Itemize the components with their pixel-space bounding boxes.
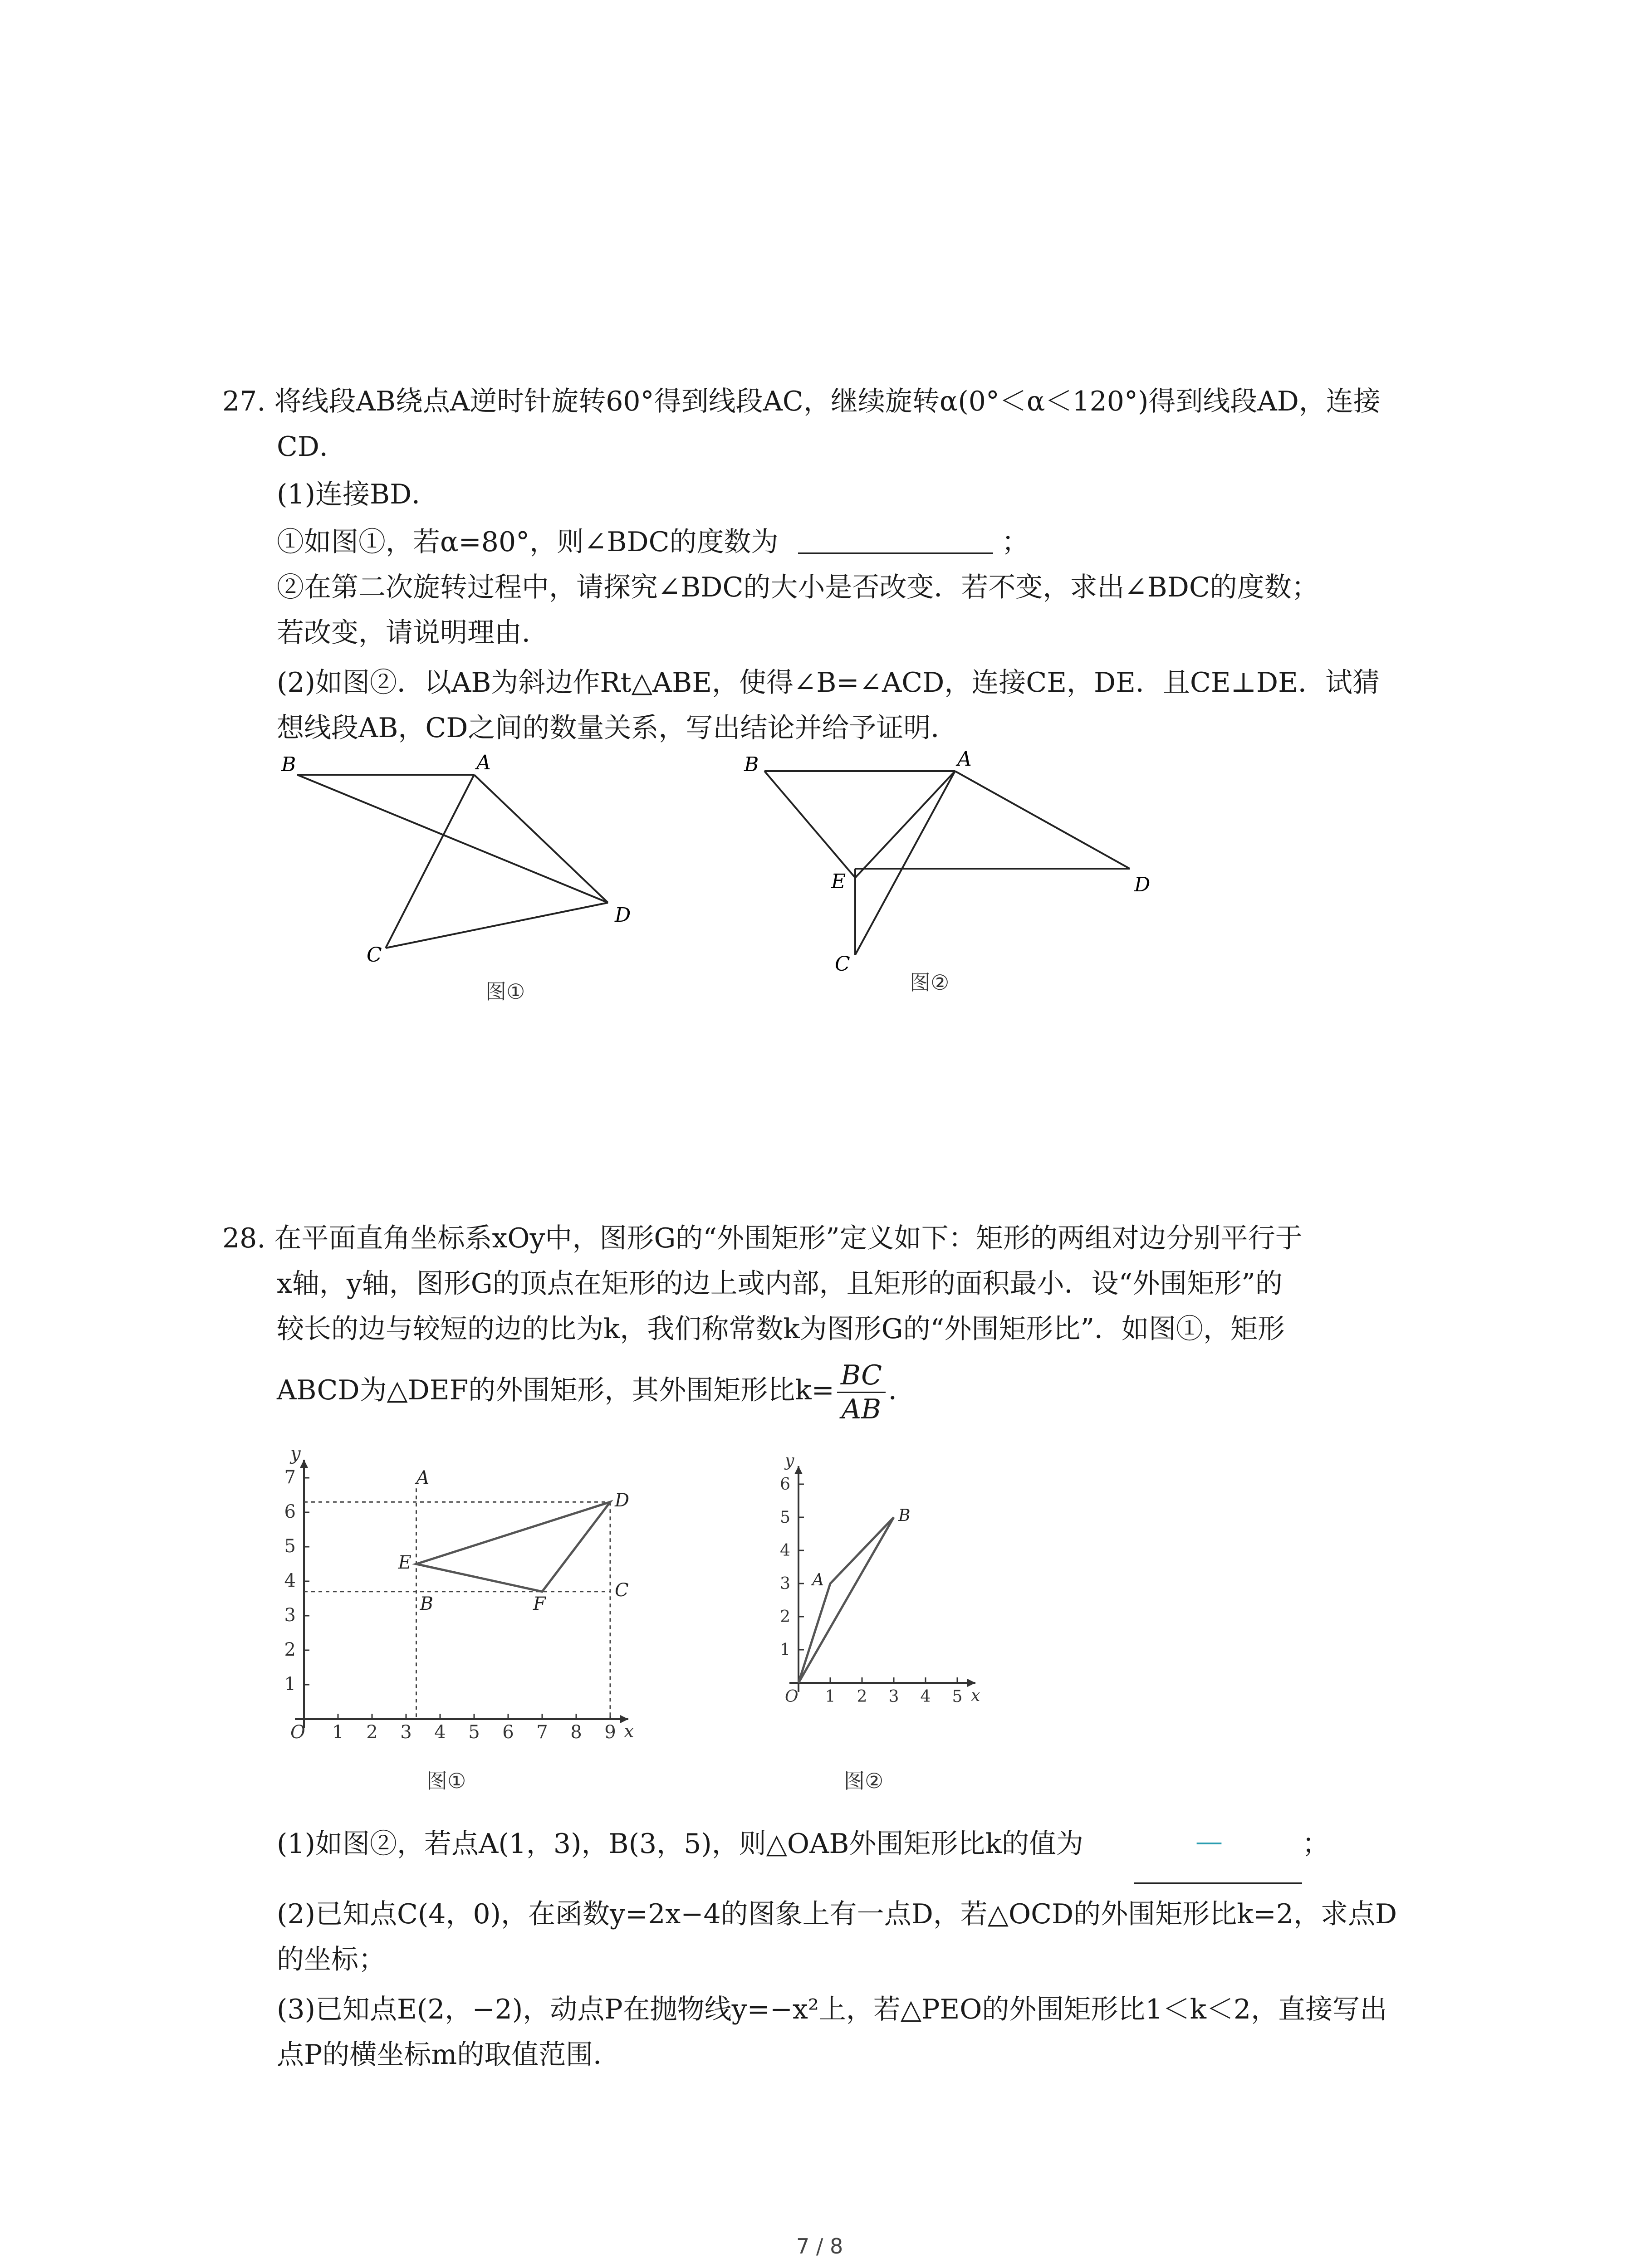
- y-tick-label: 6: [780, 1475, 790, 1494]
- q27-line-7: (2)如图②．以AB为斜边作Rt△ABE，使得∠B=∠ACD，连接CE，DE．且CE⊥DE．试猜: [277, 667, 1380, 699]
- origin-label: O: [290, 1722, 305, 1743]
- q27-figure-1-caption: 图①: [485, 979, 525, 1004]
- label-A: A: [957, 748, 972, 771]
- q28-part1: [277, 1826, 1083, 1862]
- x-tick-label: 9: [604, 1722, 616, 1743]
- segment-BD: [297, 775, 608, 903]
- label-F: F: [533, 1593, 546, 1614]
- triangle-DEF: [416, 1502, 611, 1592]
- q27-part1-question: ①如图①，若α=80°，则∠BDC的度数为: [277, 526, 779, 558]
- label-A: A: [476, 753, 491, 774]
- q27-line-4: [277, 524, 1029, 560]
- label-B: B: [420, 1593, 433, 1614]
- x-tick-label: 3: [400, 1722, 412, 1743]
- x-axis-arrow: [967, 1679, 975, 1687]
- q27-line-8: 想线段AB，CD之间的数量关系，写出结论并给予证明．: [277, 712, 958, 744]
- q28-part2-line-1: (2)已知点C(4，0)，在函数y=2x−4的图象上有一点D，若△OCD的外围矩形比k=2，求点D: [277, 1898, 1397, 1930]
- x-tick-label: 1: [825, 1687, 836, 1706]
- y-tick-label: 4: [780, 1541, 790, 1560]
- label-A: A: [812, 1571, 824, 1589]
- q27-line-6: 若改变，请说明理由．: [277, 617, 549, 649]
- q28-part3-line-1: (3)已知点E(2，−2)，动点P在抛物线y=−x²上，若△PEO的外围矩形比1＜k＜2，直接写出: [277, 1994, 1387, 2025]
- origin-label: O: [785, 1687, 798, 1706]
- segment-AC: [386, 775, 474, 948]
- x-tick-label: 8: [570, 1722, 582, 1743]
- label-A: A: [416, 1467, 430, 1489]
- y-axis-arrow: [794, 1466, 803, 1474]
- q28-part1-text: (1)如图②，若点A(1，3)，B(3，5)，则△OAB外围矩形比k的值为: [277, 1828, 1083, 1860]
- y-axis-label: y: [785, 1452, 794, 1470]
- label-C: C: [835, 953, 850, 976]
- label-D: D: [615, 1490, 630, 1511]
- q27-line-3: (1)连接BD．: [277, 479, 439, 510]
- q28-line4-end: ．: [888, 1374, 916, 1406]
- x-tick-label: 4: [434, 1722, 446, 1743]
- y-tick-label: 2: [284, 1639, 296, 1660]
- y-tick-label: 3: [284, 1605, 296, 1626]
- label-B: B: [898, 1506, 911, 1525]
- x-tick-label: 4: [920, 1687, 931, 1706]
- y-tick-label: 1: [780, 1641, 790, 1659]
- answer-dash: —: [1195, 1826, 1223, 1857]
- q28-part3-line-2: 点P的横坐标m的取值范围．: [277, 2039, 621, 2071]
- x-tick-label: 1: [332, 1722, 344, 1743]
- segment-AD: [955, 771, 1130, 869]
- x-tick-label: 5: [468, 1722, 480, 1743]
- q28-figure-1-caption: 图①: [426, 1769, 466, 1793]
- fraction-numerator: BC: [837, 1359, 886, 1393]
- q27-figure-2: [726, 744, 1171, 989]
- x-tick-label: 7: [536, 1722, 548, 1743]
- answer-blank-line: [1134, 1882, 1302, 1884]
- x-tick-label: 2: [857, 1687, 867, 1706]
- page-number: 7 / 8: [796, 2234, 843, 2258]
- q28-part1-end: ；: [1302, 1828, 1329, 1860]
- segment-AD: [474, 775, 608, 903]
- label-B: B: [281, 753, 296, 776]
- q28-line4-text: ABCD为△DEF的外围矩形，其外围矩形比k=: [277, 1374, 834, 1406]
- label-C: C: [367, 943, 382, 967]
- q27-line-2: CD．: [277, 431, 347, 463]
- x-tick-label: 2: [366, 1722, 378, 1743]
- label-D: D: [1134, 873, 1151, 896]
- answer-blank: [798, 530, 993, 554]
- y-axis-label: y: [290, 1443, 301, 1464]
- y-tick-label: 4: [284, 1570, 296, 1591]
- triangle-OAB: [798, 1517, 894, 1683]
- segment-BE: [764, 771, 855, 878]
- q28-line-2: x轴，y轴，图形G的顶点在矩形的边上或内部，且矩形的面积最小．设“外围矩形”的: [277, 1268, 1283, 1300]
- q28-line-4: [277, 1354, 916, 1427]
- fraction-denominator: AB: [841, 1393, 882, 1425]
- x-tick-label: 6: [502, 1722, 514, 1743]
- y-tick-label: 7: [284, 1467, 296, 1488]
- q28-line-1: 28. 在平面直角坐标系xOy中，图形G的“外围矩形”定义如下：矩形的两组对边分别平行于: [222, 1222, 1303, 1254]
- q28-figure-2: [771, 1442, 1007, 1724]
- y-tick-label: 5: [780, 1508, 790, 1527]
- y-axis-arrow: [300, 1460, 308, 1468]
- y-tick-label: 3: [780, 1574, 790, 1593]
- x-axis-label: x: [624, 1721, 634, 1742]
- x-tick-label: 3: [888, 1687, 899, 1706]
- q27-line-5: ②在第二次旋转过程中，请探究∠BDC的大小是否改变．若不变，求出∠BDC的度数；: [277, 572, 1319, 603]
- segment-CD: [386, 903, 608, 948]
- y-tick-label: 6: [284, 1501, 296, 1522]
- q27-figure-1: [263, 753, 653, 1007]
- q27-line4-end: ；: [1001, 526, 1029, 558]
- q28-figure-2-caption: 图②: [844, 1769, 884, 1793]
- x-tick-label: 5: [952, 1687, 963, 1706]
- q28-figure-1: [272, 1424, 662, 1760]
- label-E: E: [398, 1552, 411, 1573]
- label-D: D: [615, 904, 631, 927]
- q28-line-3: 较长的边与较短的边的比为k，我们称常数k为图形G的“外围矩形比”．如图①，矩形: [277, 1313, 1285, 1345]
- y-tick-label: 1: [284, 1674, 296, 1695]
- label-B: B: [744, 753, 759, 776]
- q27-line-1: 27. 将线段AB绕点A逆时针旋转60°得到线段AC，继续旋转α(0°＜α＜120°)得到线段AD，连接: [222, 386, 1381, 417]
- ratio-fraction: [837, 1359, 886, 1426]
- x-axis-label: x: [971, 1686, 980, 1705]
- q27-figure-2-caption: 图②: [910, 970, 950, 995]
- y-tick-label: 5: [284, 1536, 296, 1557]
- label-C: C: [615, 1579, 629, 1601]
- label-E: E: [831, 870, 846, 893]
- q28-part2-line-2: 的坐标；: [277, 1944, 386, 1975]
- y-tick-label: 2: [780, 1608, 790, 1626]
